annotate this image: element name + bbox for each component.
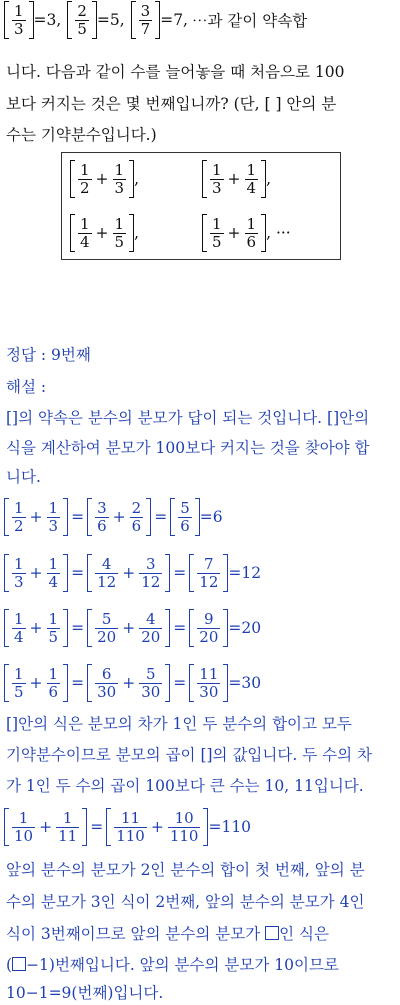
fraction: $\frac{1}{11}$ bbox=[58, 808, 78, 845]
sequence-term-1: $\frac{1}{2}$ + $\frac{1}{3}$ , bbox=[70, 157, 139, 201]
fraction: $\frac{1}{10}$ bbox=[14, 808, 34, 845]
bracket bbox=[4, 554, 9, 592]
sequence-box bbox=[61, 152, 341, 260]
fraction: $\frac{1}{3}$ bbox=[14, 1, 24, 38]
bracket bbox=[189, 609, 194, 647]
bracket bbox=[4, 609, 9, 647]
separator: , bbox=[134, 170, 140, 188]
separator: , bbox=[134, 224, 140, 242]
sequence-term-2: $\frac{1}{3}$ + $\frac{1}{4}$ , bbox=[202, 157, 271, 201]
bracket bbox=[189, 664, 194, 702]
equation-row-4: $\frac{1}{5}$ + $\frac{1}{6}$ = $\frac{6}{30}$ + $\frac{5}{30}$ = $\frac{11}{30}$ =30 bbox=[4, 660, 261, 706]
fraction: $\frac{4}{20}$ bbox=[141, 609, 161, 646]
bracket bbox=[87, 609, 92, 647]
fraction: $\frac{3}{7}$ bbox=[140, 1, 151, 38]
fraction: $\frac{5}{30}$ bbox=[141, 664, 161, 701]
fraction: $\frac{2}{6}$ bbox=[131, 498, 142, 535]
blank-box-icon bbox=[265, 926, 279, 940]
problem-text: 니다. 다음과 같이 수를 늘어놓을 때 처음으로 100 bbox=[6, 63, 345, 81]
fraction: $\frac{1}{6}$ bbox=[48, 664, 59, 701]
solution-text bbox=[6, 955, 394, 975]
solution-text-part: ( bbox=[6, 956, 13, 974]
sequence-term-3: $\frac{1}{4}$ + $\frac{1}{5}$ , bbox=[70, 211, 139, 255]
fraction: $\frac{1}{4}$ bbox=[48, 554, 59, 591]
separator: , ··· bbox=[266, 224, 291, 242]
solution-text: []안의 식은 분모의 차가 1인 두 분수의 합이고 모두 bbox=[6, 715, 352, 733]
fraction: $\frac{7}{12}$ bbox=[199, 554, 219, 591]
equation-result: =110 bbox=[208, 818, 252, 836]
solution-text: []의 약속은 분수의 분모가 답이 되는 것입니다. []안의 bbox=[6, 409, 370, 427]
bracket bbox=[146, 498, 151, 536]
problem-line-1 bbox=[4, 0, 307, 40]
bracket bbox=[70, 214, 75, 252]
solution-text: 식을 계산하여 분모가 100보다 커지는 것을 찾아야 합 bbox=[6, 439, 370, 457]
bracket bbox=[202, 214, 207, 252]
bracket bbox=[131, 1, 136, 39]
solution-heading: 해설 : bbox=[6, 378, 47, 396]
bracket bbox=[4, 1, 9, 39]
bracket bbox=[63, 498, 68, 536]
equation-row-3: $\frac{1}{4}$ + $\frac{1}{5}$ = $\frac{5}{20}$ + $\frac{4}{20}$ = $\frac{9}{20}$ =20 bbox=[4, 605, 261, 651]
bracket bbox=[4, 664, 9, 702]
fraction: $\frac{10}{110}$ bbox=[169, 808, 199, 845]
fraction: $\frac{3}{6}$ bbox=[97, 498, 107, 535]
fraction: $\frac{2}{5}$ bbox=[77, 1, 87, 38]
bracket bbox=[63, 554, 68, 592]
solution-text-part: 식이 3번째이므로 앞의 분수의 분모가 bbox=[6, 925, 266, 943]
fraction: $\frac{1}{5}$ bbox=[14, 664, 24, 701]
bracket bbox=[63, 664, 68, 702]
fraction: $\frac{5}{20}$ bbox=[97, 609, 117, 646]
equation-result: =12 bbox=[228, 564, 262, 582]
fraction: $\frac{1}{2}$ bbox=[80, 160, 90, 197]
solution-text: 10−1=9(번째)입니다. bbox=[6, 984, 164, 1002]
solution-text: 기약분수이므로 분모의 곱이 []의 값입니다. 두 수의 차 bbox=[6, 746, 372, 764]
bracket bbox=[67, 1, 72, 39]
solution-text: 니다. bbox=[6, 468, 41, 486]
solution-text: 앞의 분수의 분모가 2인 분수의 합이 첫 번째, 앞의 분 bbox=[6, 861, 365, 879]
fraction: $\frac{9}{20}$ bbox=[199, 609, 219, 646]
fraction: $\frac{1}{5}$ bbox=[48, 609, 59, 646]
bracket bbox=[202, 160, 207, 198]
equation-row-2: $\frac{1}{3}$ + $\frac{1}{4}$ = $\frac{4}{12}$ + $\frac{3}{12}$ = $\frac{7}{12}$ =12 bbox=[4, 550, 261, 596]
blank-box-icon bbox=[12, 957, 26, 971]
fraction: $\frac{1}{4}$ bbox=[246, 160, 257, 197]
bracket bbox=[87, 498, 92, 536]
fraction: $\frac{5}{6}$ bbox=[180, 498, 190, 535]
bracket bbox=[87, 554, 92, 592]
fraction: $\frac{1}{3}$ bbox=[48, 498, 59, 535]
equation-result: =30 bbox=[228, 674, 262, 692]
equation-result: =6 bbox=[199, 508, 223, 526]
bracket bbox=[189, 554, 194, 592]
bracket bbox=[106, 808, 111, 846]
fraction: $\frac{1}{5}$ bbox=[114, 214, 125, 251]
bracket bbox=[70, 160, 75, 198]
example-value: =7, bbox=[160, 11, 188, 29]
fraction: $\frac{6}{30}$ bbox=[97, 664, 117, 701]
fraction: $\frac{11}{30}$ bbox=[199, 664, 219, 701]
fraction: $\frac{4}{12}$ bbox=[97, 554, 117, 591]
bracket bbox=[165, 609, 170, 647]
example-value: =3, bbox=[33, 11, 62, 29]
fraction: $\frac{1}{4}$ bbox=[14, 609, 24, 646]
solution-text bbox=[6, 924, 394, 944]
sequence-term-4: $\frac{1}{5}$ + $\frac{1}{6}$ , ··· bbox=[202, 211, 291, 255]
fraction: $\frac{1}{5}$ bbox=[212, 214, 222, 251]
bracket bbox=[4, 498, 9, 536]
fraction: $\frac{1}{3}$ bbox=[114, 160, 125, 197]
solution-text: 수의 분모가 3인 식이 2번째, 앞의 분수의 분모가 4인 bbox=[6, 893, 365, 911]
equation-row-5: $\frac{1}{10}$ + $\frac{1}{11}$ = $\frac{11}{110}$ + $\frac{10}{110}$ =110 bbox=[4, 804, 251, 850]
solution-text: 가 1인 두 수의 곱이 100보다 큰 수는 10, 11입니다. bbox=[6, 777, 364, 795]
bracket bbox=[165, 664, 170, 702]
separator: , bbox=[266, 170, 272, 188]
bracket bbox=[165, 554, 170, 592]
fraction: $\frac{11}{110}$ bbox=[116, 808, 145, 845]
bracket bbox=[63, 609, 68, 647]
bracket bbox=[87, 664, 92, 702]
solution-text-part: 인 식은 bbox=[279, 925, 329, 943]
example-value: =5, bbox=[96, 11, 125, 29]
problem-text: ⋯과 같이 약속합 bbox=[191, 12, 308, 30]
fraction: $\frac{1}{4}$ bbox=[80, 214, 90, 251]
solution-text-part: −1)번째입니다. 앞의 분수의 분모가 10이므로 bbox=[26, 956, 339, 974]
fraction: $\frac{3}{12}$ bbox=[141, 554, 161, 591]
bracket bbox=[4, 808, 9, 846]
answer-line: 정답 : 9번째 bbox=[6, 346, 91, 364]
fraction: $\frac{1}{6}$ bbox=[246, 214, 257, 251]
fraction: $\frac{1}{3}$ bbox=[14, 554, 24, 591]
bracket bbox=[170, 498, 175, 536]
equation-row-1: $\frac{1}{2}$ + $\frac{1}{3}$ = $\frac{3}{6}$ + $\frac{2}{6}$ = $\frac{5}{6}$ =6 bbox=[4, 494, 223, 540]
equation-result: =20 bbox=[228, 619, 262, 637]
problem-text: 수는 기약분수입니다.) bbox=[6, 126, 157, 144]
fraction: $\frac{1}{3}$ bbox=[212, 160, 222, 197]
fraction: $\frac{1}{2}$ bbox=[14, 498, 24, 535]
bracket bbox=[82, 808, 87, 846]
problem-text: 보다 커지는 것은 몇 번째입니까? (단, [ ] 안의 분 bbox=[6, 95, 337, 113]
